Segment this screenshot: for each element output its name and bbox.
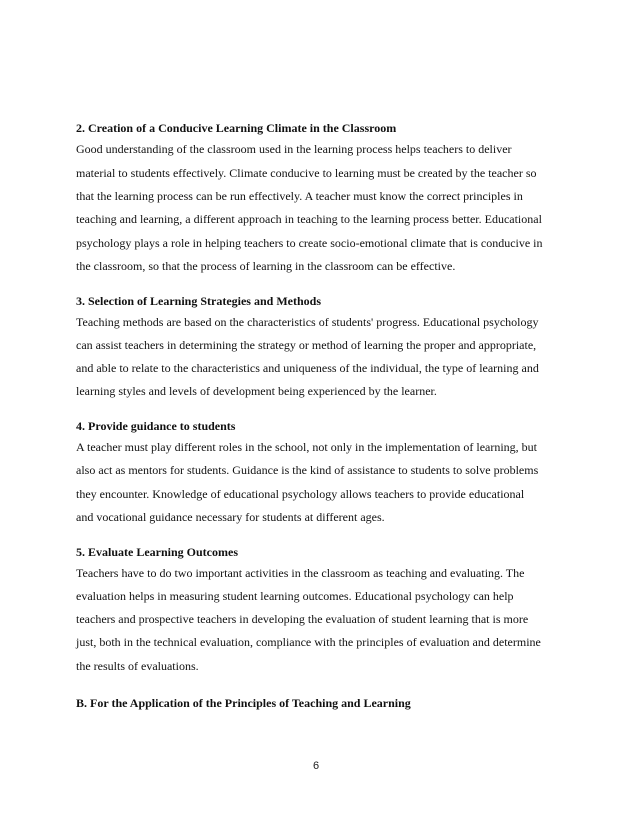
section-5-line-1: Teachers have to do two important activities in the classroom as teaching and evaluating. The xyxy=(76,566,525,580)
section-5-line-2: evaluation helps in measuring student learning outcomes. Educational psychology can help xyxy=(76,589,514,603)
section-4-heading: 4. Provide guidance to students xyxy=(76,419,236,433)
section-2-line-3: that the learning process can be run effectively. A teacher must know the correct principles in xyxy=(76,189,523,203)
section-2-line-1: Good understanding of the classroom used in the learning process helps teachers to deliver xyxy=(76,142,512,156)
section-5-line-5: the results of evaluations. xyxy=(76,659,199,673)
section-4-line-3: they encounter. Knowledge of educational psychology allows teachers to provide educational xyxy=(76,487,525,501)
section-3-line-2: can assist teachers in determining the strategy or method of learning the proper and appropriate, xyxy=(76,338,537,352)
page-number: 6 xyxy=(313,760,320,772)
section-2-line-2: material to students effectively. Climate conducive to learning must be created by the teacher so xyxy=(76,166,537,180)
section-4-line-4: and vocational guidance necessary for students at different ages. xyxy=(76,510,385,524)
section-4-line-1: A teacher must play different roles in the school, not only in the implementation of learning, but xyxy=(76,440,538,454)
section-2-line-5: psychology plays a role in helping teachers to create socio-emotional climate that is conducive in xyxy=(76,236,543,250)
section-3-line-3: and able to relate to the characteristics and uniqueness of the individual, the type of learning and xyxy=(76,361,539,375)
section-3-line-1: Teaching methods are based on the characteristics of students' progress. Educational psychology xyxy=(76,315,539,329)
section-3-line-4: learning styles and levels of development being experienced by the learner. xyxy=(76,384,437,398)
section-b-heading: B. For the Application of the Principles of Teaching and Learning xyxy=(76,696,411,710)
section-5-line-4: just, both in the technical evaluation, compliance with the principles of evaluation and determine xyxy=(76,635,541,649)
section-2-heading: 2. Creation of a Conducive Learning Climate in the Classroom xyxy=(76,121,397,135)
section-5-heading: 5. Evaluate Learning Outcomes xyxy=(76,545,238,559)
section-3-heading: 3. Selection of Learning Strategies and Methods xyxy=(76,294,321,308)
section-4-line-2: also act as mentors for students. Guidance is the kind of assistance to students to solve problems xyxy=(76,463,539,477)
section-2-line-4: teaching and learning, a different approach in teaching to the learning process better. Educational xyxy=(76,212,542,226)
section-2-line-6: the classroom, so that the process of learning in the classroom can be effective. xyxy=(76,259,456,273)
section-5-line-3: teachers and prospective teachers in developing the evaluation of student learning that is more xyxy=(76,612,529,626)
